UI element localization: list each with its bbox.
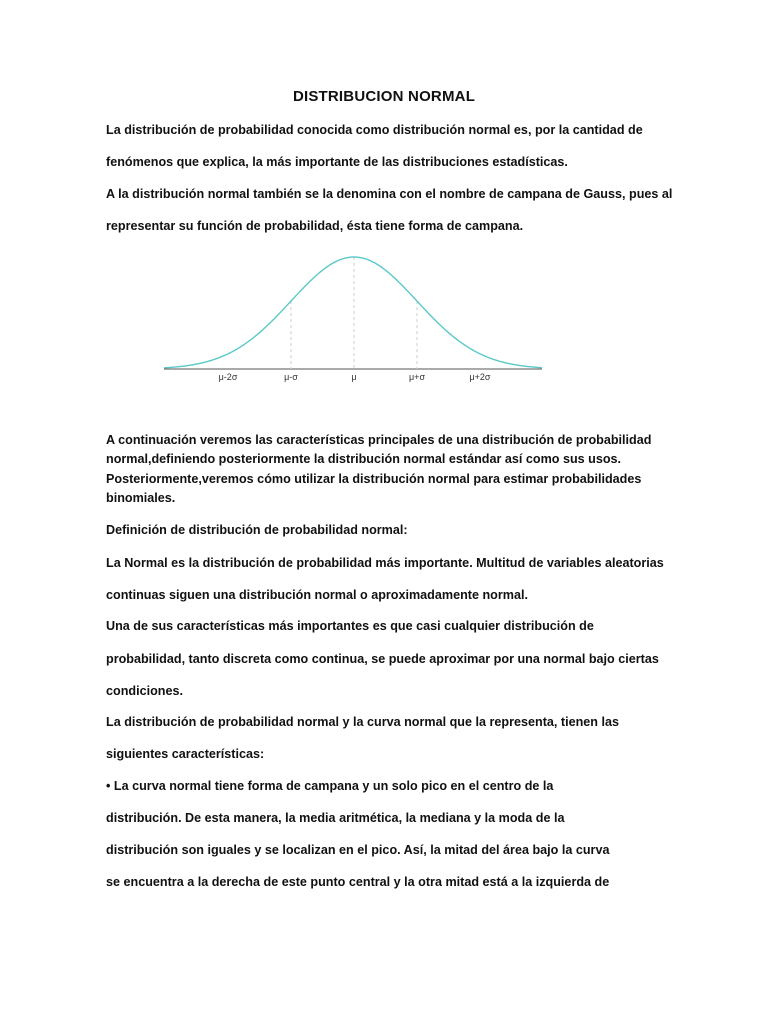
paragraph-line: A continuación veremos las características principales de una distribución de probabilidad (106, 433, 652, 447)
paragraph-line: La distribución de probabilidad normal y la curva normal que la representa, tienen las (106, 715, 619, 729)
paragraph-line: Una de sus características más importantes es que casi cualquier distribución de (106, 619, 594, 633)
bell-curve (164, 257, 542, 368)
bullet-line: • La curva normal tiene forma de campana y un solo pico en el centro de la (106, 779, 554, 793)
paragraph-line: continuas siguen una distribución normal o aproximadamente normal. (106, 588, 528, 602)
paragraph-line: normal,definiendo posteriormente la distribución normal estándar así como sus usos. (106, 452, 622, 466)
paragraph-line: La Normal es la distribución de probabilidad más importante. Multitud de variables aleatorias (106, 556, 664, 570)
axis-tick-label: μ-σ (284, 372, 298, 382)
paragraph-line: distribución. De esta manera, la media aritmética, la mediana y la moda de la (106, 811, 565, 825)
paragraph-line: representar su función de probabilidad, ésta tiene forma de campana. (106, 219, 524, 233)
axis-tick-label: μ-2σ (218, 372, 238, 382)
paragraph-line: La distribución de probabilidad conocida como distribución normal es, por la cantidad de (106, 123, 643, 137)
section-heading: Definición de distribución de probabilidad normal: (106, 523, 408, 537)
paragraph-line: Posteriormente,veremos cómo utilizar la distribución normal para estimar probabilidades (106, 472, 642, 486)
paragraph-line: condiciones. (106, 684, 183, 698)
axis-tick-label: μ (351, 372, 357, 382)
axis-tick-label: μ+σ (409, 372, 425, 382)
paragraph-line: binomiales. (106, 491, 176, 505)
paragraph-line: A la distribución normal también se la denomina con el nombre de campana de Gauss, pues al (106, 187, 673, 201)
paragraph-line: se encuentra a la derecha de este punto central y la otra mitad está a la izquierda de (106, 875, 610, 889)
paragraph-line: probabilidad, tanto discreta como continua, se puede aproximar por una normal bajo ciertas (106, 652, 659, 666)
axis-tick-label: μ+2σ (469, 372, 491, 382)
page-title: DISTRIBUCION NORMAL (292, 88, 476, 105)
normal-distribution-figure (0, 0, 768, 400)
paragraph-line: siguientes características: (106, 747, 265, 761)
paragraph-line: fenómenos que explica, la más importante de las distribuciones estadísticas. (106, 155, 568, 169)
paragraph-line: distribución son iguales y se localizan en el pico. Así, la mitad del área bajo la curva (106, 843, 610, 857)
